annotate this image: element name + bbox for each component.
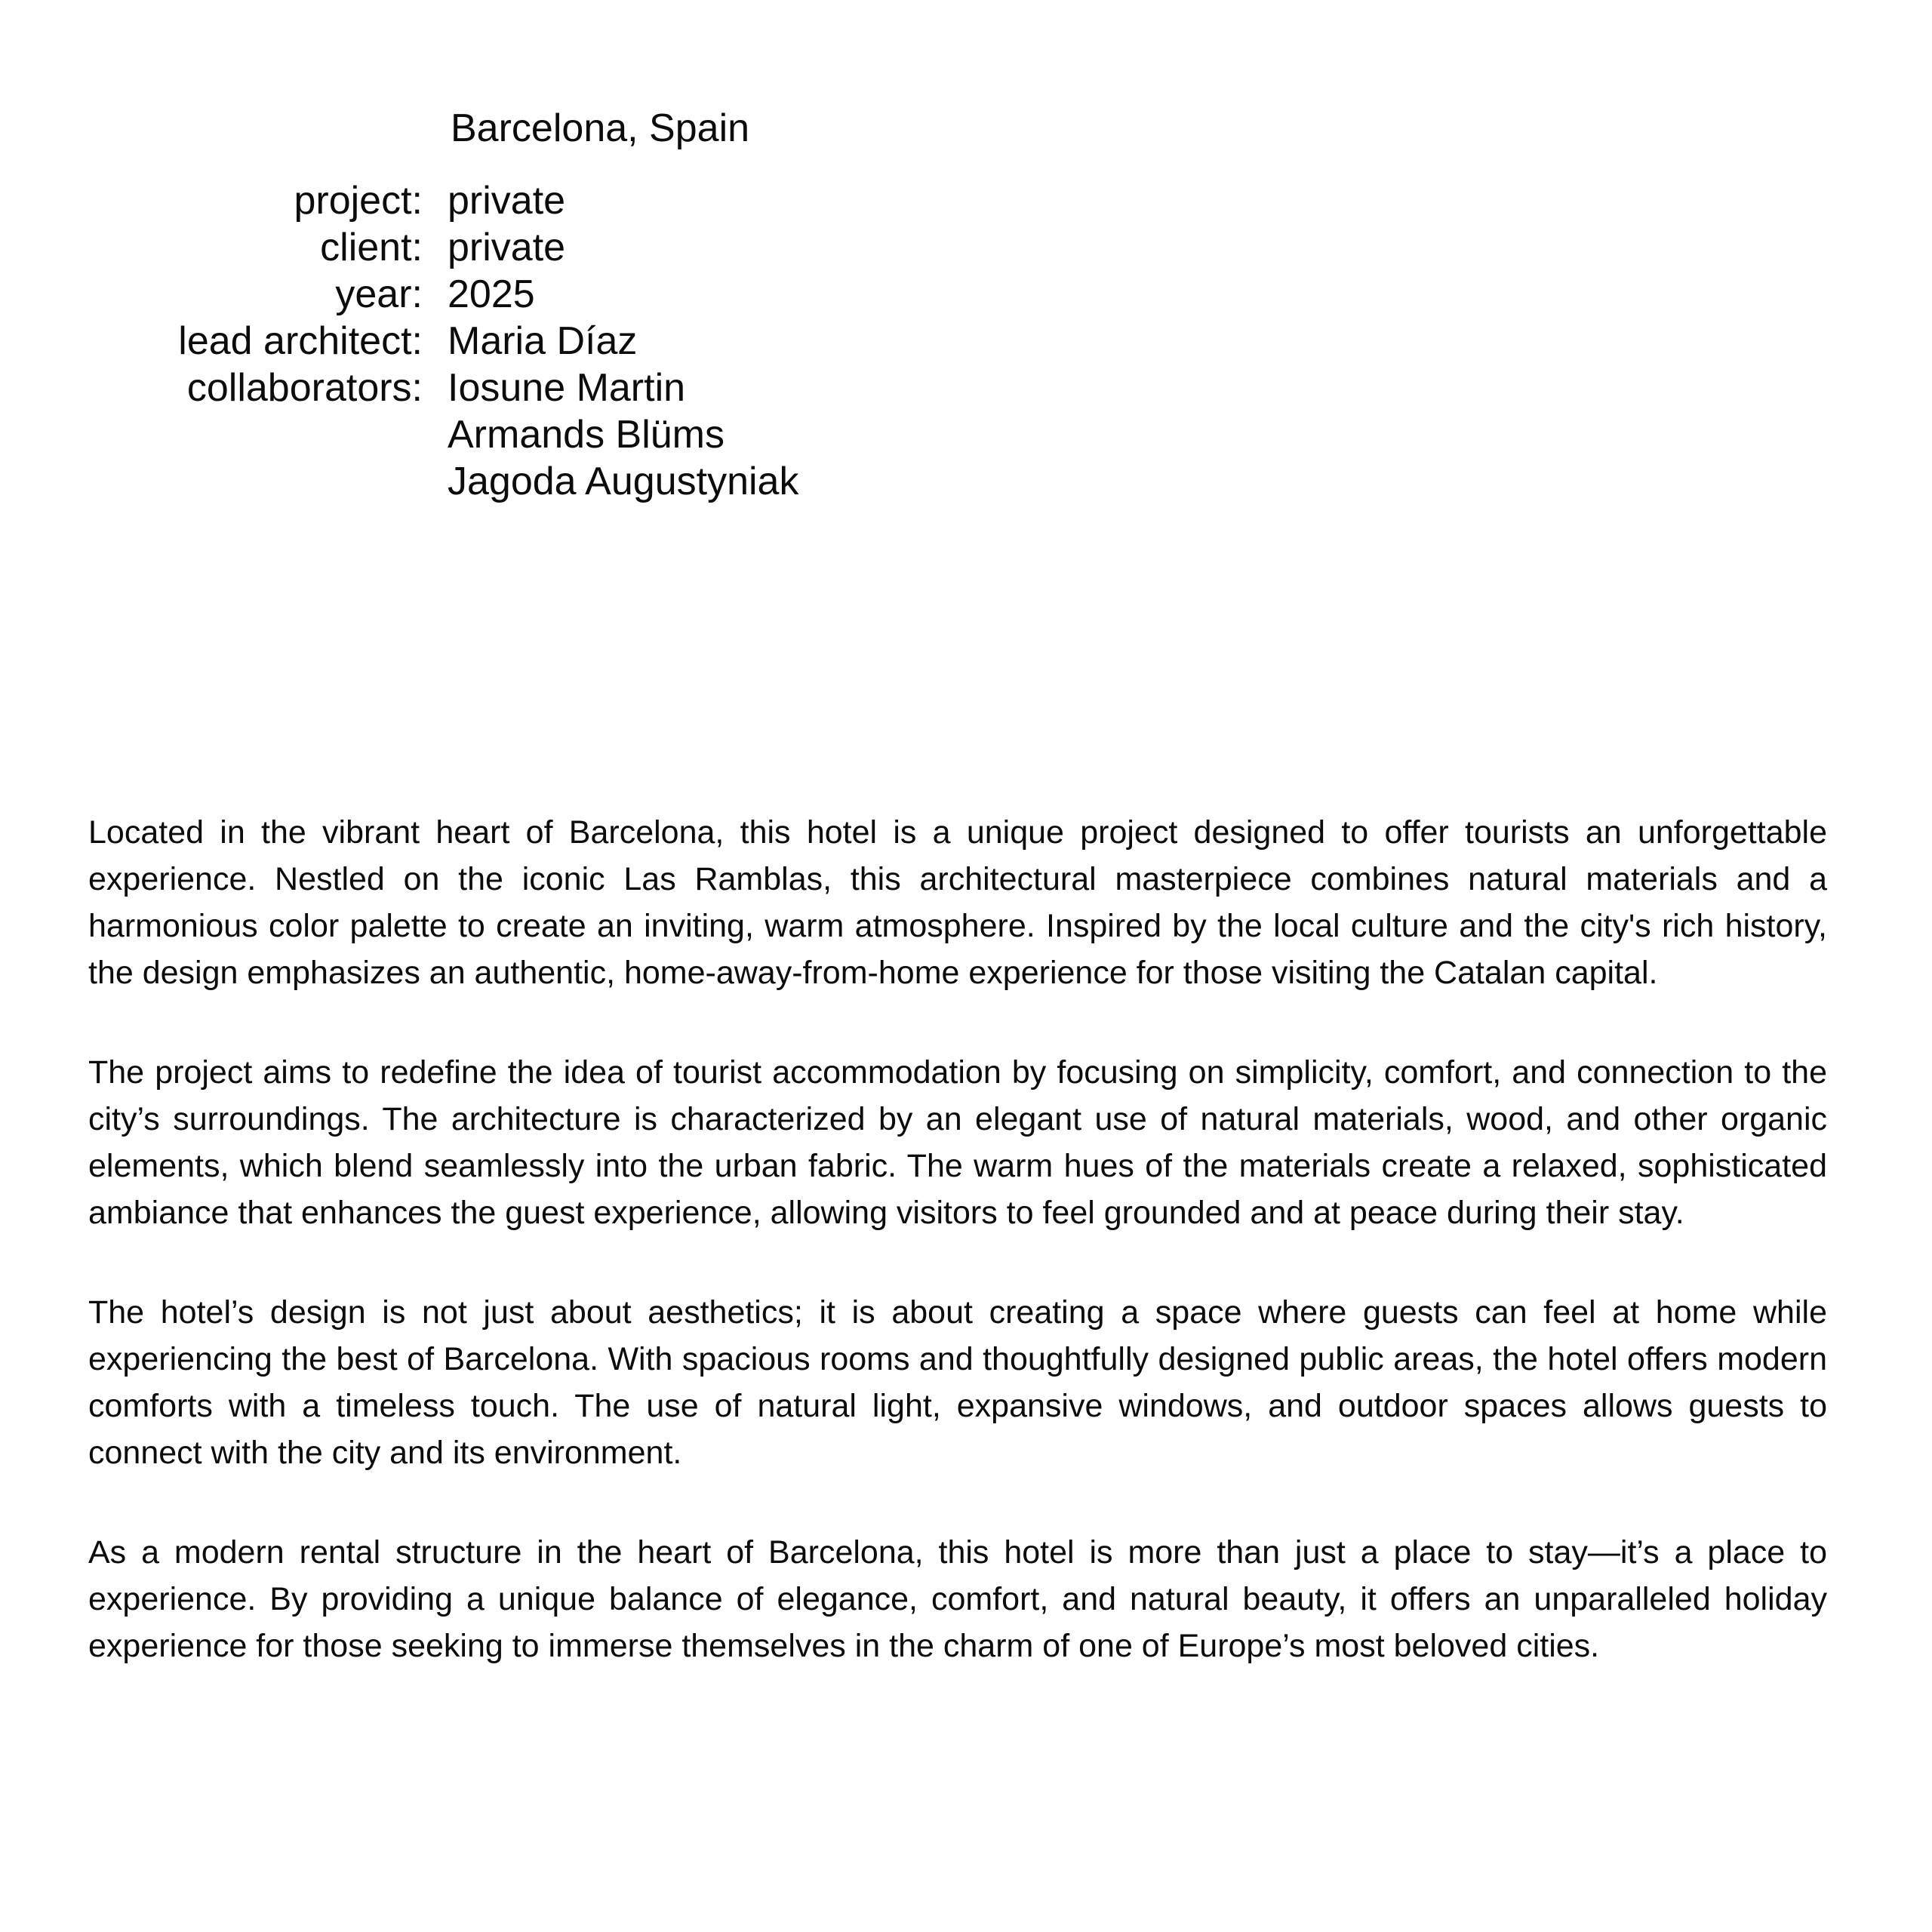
meta-label-empty-2 (0, 458, 423, 505)
paragraph-concept: The project aims to redefine the idea of tourist accommodation by focusing on simplicity, comfort, and connection to the city’s surroundings. The architecture is characterized by an elegant use of natural materials, wood, and other organic elements, which blend seamlessly into the urban fabric. The warm hues of the materials create a relaxed, sophisticated ambiance that enhances the guest experience, allowing visitors to feel grounded and at peace during their stay. (88, 1054, 1827, 1231)
meta-label-year: year: (335, 272, 423, 316)
meta-value-client: private (448, 226, 566, 269)
meta-value-collaborator-2: Armands Blüms (448, 413, 724, 457)
paragraph-intro: Located in the vibrant heart of Barcelona, this hotel is a unique project designed to offer tourists an unforgettable experience. Nestled on the iconic Las Ramblas, this architectural masterpiece combines natural materials and a harmonious color palette to create an inviting, warm atmosphere. Inspired by the local culture and the city's rich history, the design emphasizes an authentic, home-away-from-home experience for those visiting the Catalan capital. (88, 814, 1827, 991)
meta-value-collaborator-1: Iosune Martin (448, 366, 686, 410)
meta-value-collaborator-3: Jagoda Augustyniak (448, 460, 799, 503)
meta-label-lead-architect: lead architect: (178, 319, 423, 363)
paragraph-design: The hotel’s design is not just about aesthetics; it is about creating a space where guests can feel at home while experiencing the best of Barcelona. With spacious rooms and thoughtfully designed public areas, the hotel offers modern comforts with a timeless touch. The use of natural light, expansive windows, and outdoor spaces allows guests to connect with the city and its environment. (88, 1294, 1827, 1471)
location-title: Barcelona, Spain (451, 106, 750, 150)
project-metadata (0, 177, 798, 505)
meta-value-lead-architect: Maria Díaz (448, 319, 638, 363)
meta-label-project: project: (294, 179, 423, 223)
project-description (88, 809, 1827, 1669)
paragraph-conclusion: As a modern rental structure in the heart of Barcelona, this hotel is more than just a place to stay—it’s a place to experience. By providing a unique balance of elegance, comfort, and natural beauty, it offers an unparalleled holiday experience for those seeking to immerse themselves in the charm of one of Europe’s most beloved cities. (88, 1534, 1827, 1664)
meta-label-empty-1 (0, 411, 423, 458)
meta-value-project: private (448, 179, 566, 223)
meta-value-year: 2025 (448, 272, 535, 316)
meta-label-collaborators: collaborators: (186, 366, 423, 410)
meta-label-client: client: (320, 226, 423, 269)
